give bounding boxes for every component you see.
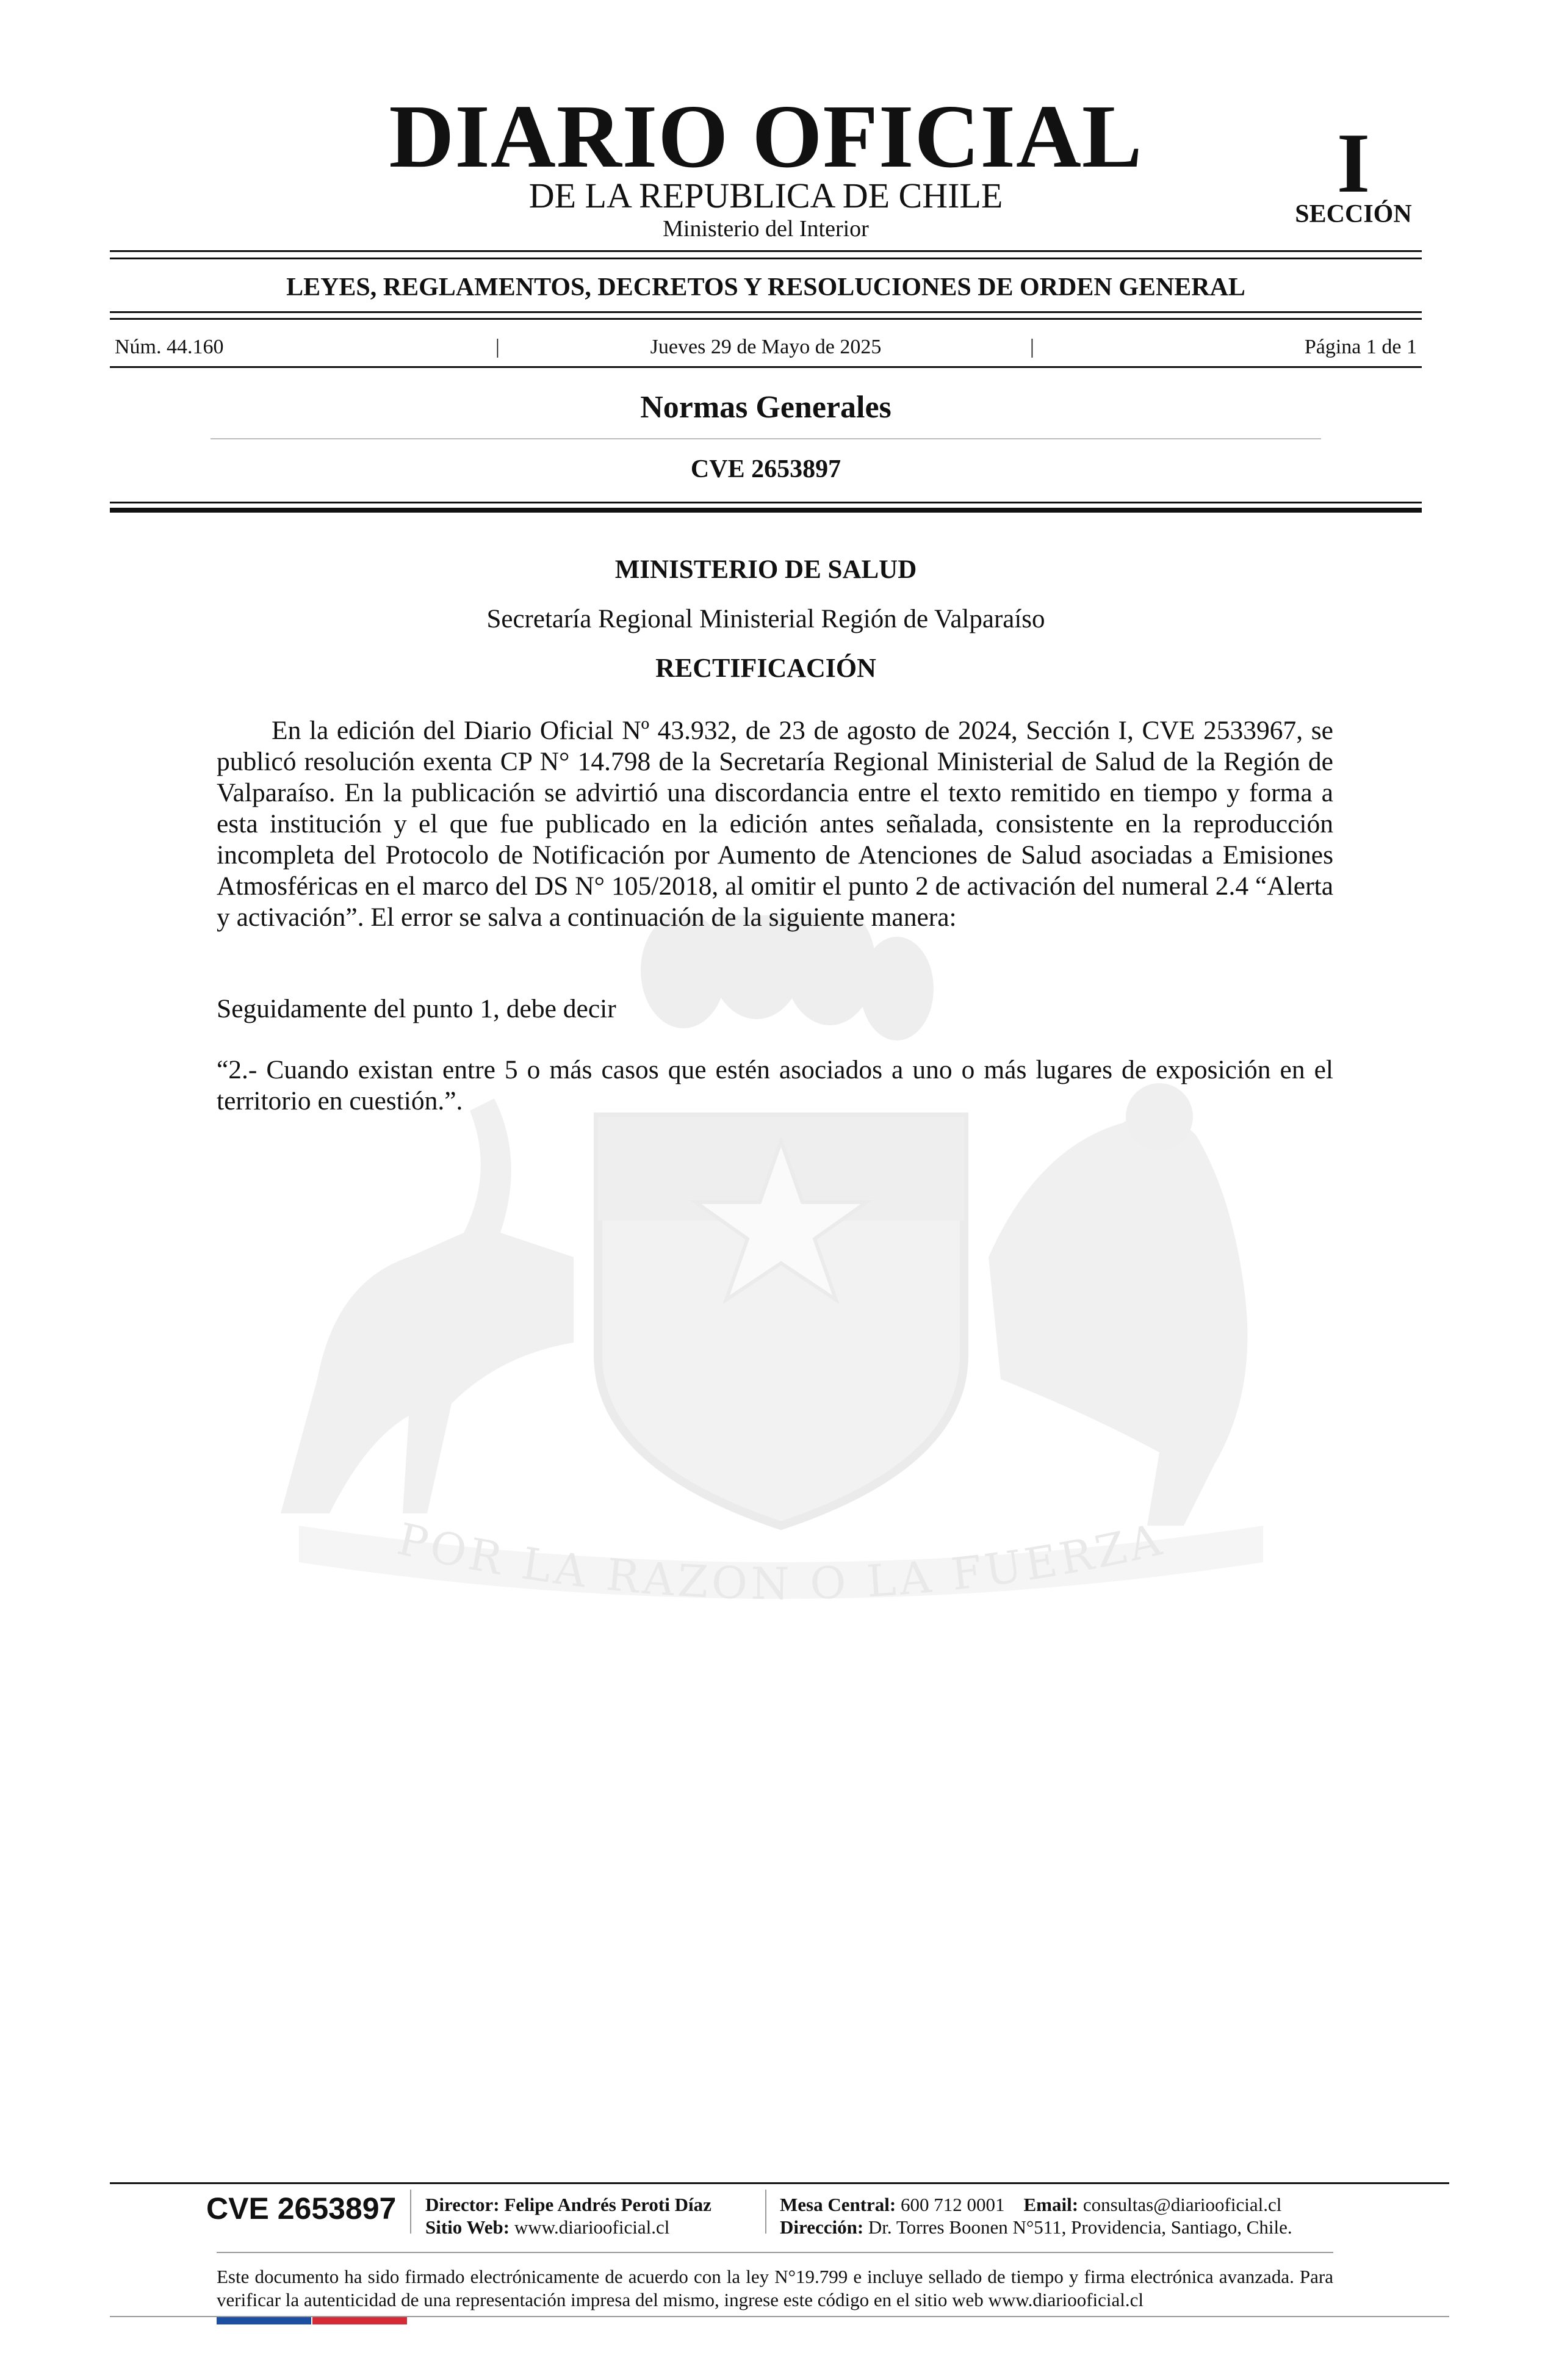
flag-stripe-red [312, 2317, 407, 2324]
info-rule [110, 366, 1422, 368]
issue-date: Jueves 29 de Mayo de 2025 [650, 336, 882, 358]
document-office: Secretaría Regional Ministerial Región de Valparaíso [486, 605, 1045, 633]
email-label: Email: [1023, 2194, 1079, 2215]
info-separator: | [1030, 336, 1034, 358]
cve-code: CVE 2653897 [690, 455, 841, 483]
email-link[interactable]: consultas@diariooficial.cl [1082, 2194, 1282, 2215]
website-link[interactable]: www.diariooficial.cl [514, 2216, 670, 2238]
address-text: Dr. Torres Boonen N°511, Providencia, Santiago, Chile. [868, 2216, 1292, 2238]
category-rule-1 [110, 311, 1422, 313]
address-label: Dirección: [780, 2216, 864, 2238]
footer-contact-block [780, 2193, 1341, 2238]
coat-of-arms-watermark [207, 915, 1355, 1684]
body-paragraph: Seguidamente del punto 1, debe decir [217, 994, 616, 1023]
page-indicator: Página 1 de 1 [1304, 336, 1417, 358]
body-paragraph: En la edición del Diario Oficial Nº 43.932, de 23 de agosto de 2024, Sección I, CVE 2533967, se publicó resolución exenta CP N° 14.798 de la Secretaría Regional Ministerial de Salud de la Región de Valparaíso. En la publicación se advirtió una discordancia entre el texto remitido en tiempo y forma a esta institución y el que fue publicado en la edición antes señalada, consistente en la reproducción incompleta del Protocolo de Notificación por Aumento de Atenciones de Salud asociadas a Emisiones Atmosféricas en el marco del DS N° 105/2018, al omitir el punto 2 de activación del numeral 2.4 “Alerta y activación”. El error se salva a continuación de la siguiente manera: [217, 716, 1333, 932]
body-rule-thin [110, 502, 1422, 503]
phone-label: Mesa Central: [780, 2194, 896, 2215]
section-label: SECCIÓN [1295, 200, 1412, 228]
website-label: Sitio Web: [425, 2216, 510, 2238]
body-rule-thick [110, 508, 1422, 513]
issue-number: Núm. 44.160 [115, 336, 224, 358]
newspaper-title: DIARIO OFICIAL [389, 87, 1143, 187]
body-paragraph: “2.- Cuando existan entre 5 o más casos que estén asociados a uno o más lugares de exposición en el territorio en cuestión.”. [217, 1055, 1333, 1116]
document-ministry: MINISTERIO DE SALUD [614, 555, 917, 584]
document-heading: RECTIFICACIÓN [655, 653, 876, 683]
info-separator: | [495, 336, 500, 358]
footer-director-block [425, 2193, 767, 2238]
footer-separator [765, 2190, 766, 2234]
category-rule-2 [110, 318, 1422, 320]
footer-legal-note: Este documento ha sido firmado electrónicamente de acuerdo con la ley N°19.799 e incluye sellado de tiempo y firma electrónica avanzada. Para verificar la autenticidad de una representación impresa del mismo, ingrese este código en el sitio web www.diariooficial.cl [217, 2266, 1333, 2310]
flag-stripe-blue [217, 2317, 311, 2324]
section-title: Normas Generales [640, 390, 891, 425]
newspaper-subtitle: DE LA REPUBLICA DE CHILE [528, 176, 1003, 215]
footer-separator [410, 2190, 411, 2234]
footer-rule-top [110, 2182, 1449, 2184]
category-heading: LEYES, REGLAMENTOS, DECRETOS Y RESOLUCIONES DE ORDEN GENERAL [286, 273, 1245, 301]
masthead-rule-1 [110, 250, 1422, 252]
phone-number: 600 712 0001 [901, 2194, 1005, 2215]
director-label: Director: [425, 2194, 500, 2215]
masthead-rule-2 [110, 258, 1422, 259]
section-title-rule [211, 438, 1321, 439]
director-name: Felipe Andrés Peroti Díaz [504, 2194, 711, 2215]
newspaper-ministry: Ministerio del Interior [663, 216, 869, 242]
footer-rule-middle [217, 2252, 1333, 2253]
motto-text: POR LA RAZON O LA FUERZA [392, 1513, 1170, 1610]
section-number: I [1336, 116, 1371, 211]
issue-info-row [110, 337, 1422, 361]
footer-cve: CVE 2653897 [206, 2191, 397, 2226]
